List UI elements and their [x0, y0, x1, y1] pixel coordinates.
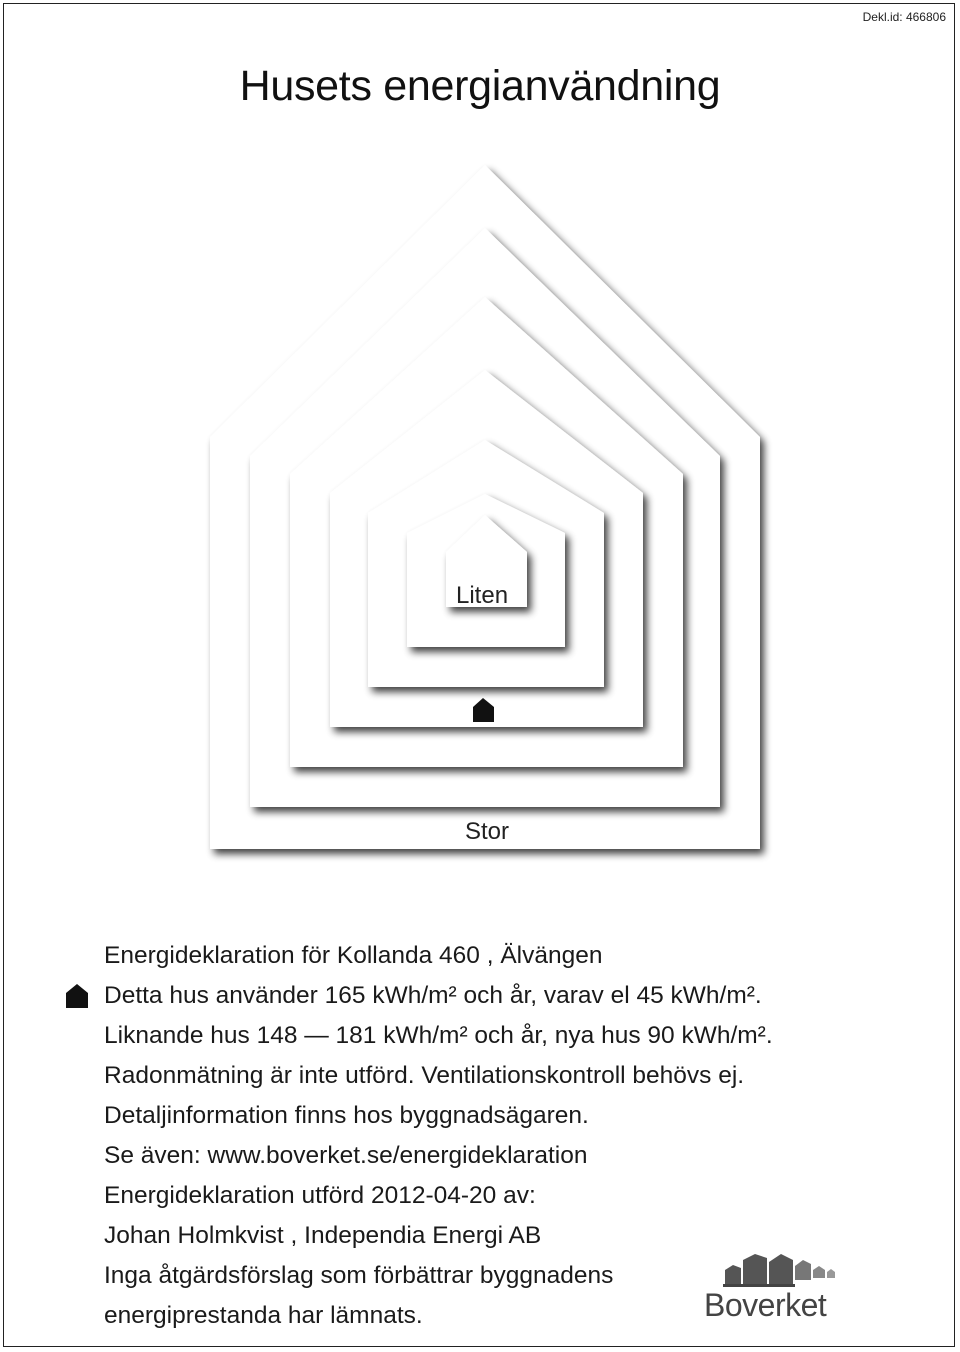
page-title: Husets energianvändning — [239, 62, 721, 110]
info-line-details: Detaljinformation finns hos byggnadsägaren. — [104, 1102, 589, 1129]
house-marker-icon — [65, 983, 89, 1009]
info-line-measures: Inga åtgärdsförslag som förbättrar byggnadens — [104, 1262, 614, 1289]
info-line-usage: Detta hus använder 165 kWh/m² och år, varav el 45 kWh/m². — [104, 982, 762, 1009]
scale-large-label: Stor — [465, 818, 510, 845]
info-line-radon: Radonmätning är inte utförd. Ventilationskontroll behövs ej. — [104, 1062, 745, 1089]
scale-small-label: Liten — [456, 582, 509, 609]
info-line-comparison: Liknande hus 148 — 181 kWh/m² och år, nya hus 90 kWh/m². — [104, 1022, 773, 1049]
info-line-expert: Johan Holmkvist , Independia Energi AB — [104, 1222, 542, 1249]
info-line-measures-cont: energiprestanda har lämnats. — [104, 1302, 423, 1329]
declaration-info — [104, 936, 773, 1336]
boverket-logo-text: Boverket — [704, 1287, 827, 1323]
info-line-website: Se även: www.boverket.se/energideklaration — [104, 1142, 588, 1169]
info-line-property: Energideklaration för Kollanda 460 , Älvängen — [104, 942, 603, 969]
declaration-id: Dekl.id: 466806 — [862, 10, 946, 24]
info-line-performed: Energideklaration utförd 2012-04-20 av: — [104, 1182, 536, 1209]
